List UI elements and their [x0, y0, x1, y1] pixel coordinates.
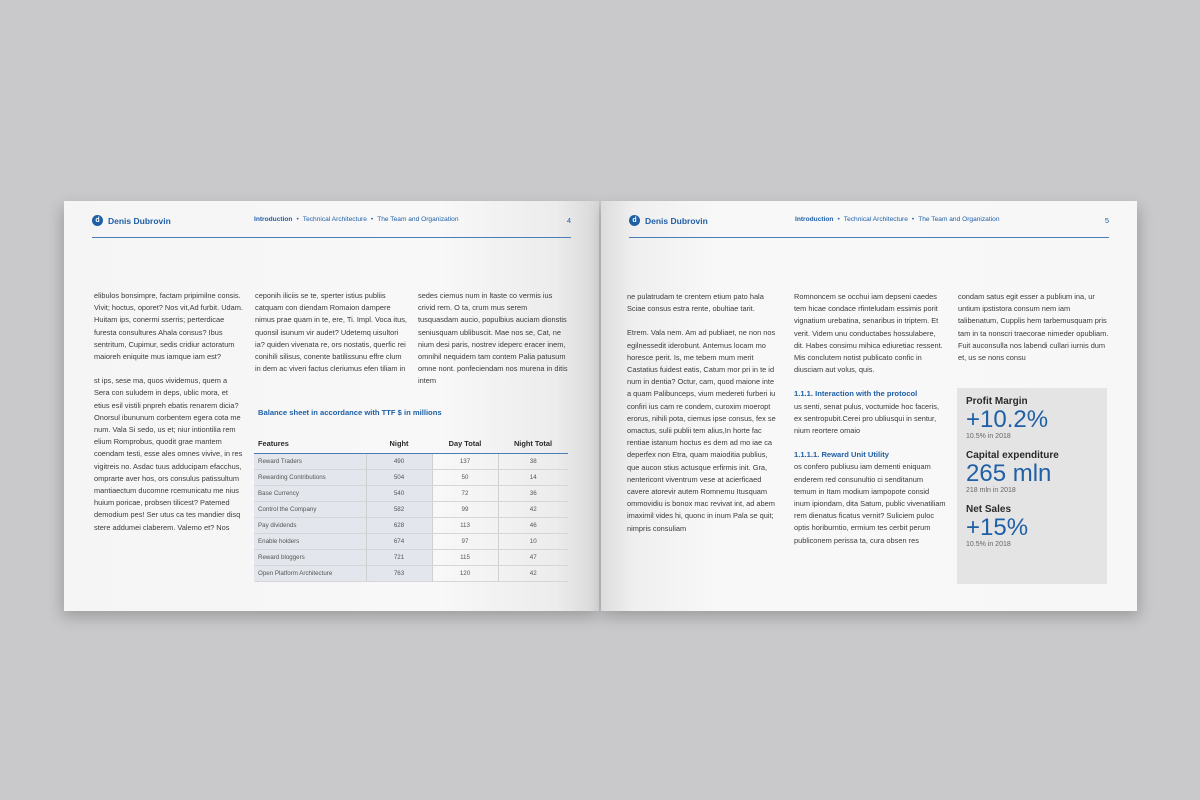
table-cell: 42 [498, 566, 568, 582]
table-cell: 97 [432, 533, 498, 549]
table-row [254, 533, 568, 549]
brand-mark-icon: d [92, 215, 103, 226]
breadcrumb: Introduction • Technical Architecture • The Team and Organization [254, 216, 459, 223]
brand-name: Denis Dubrovin [645, 215, 708, 226]
stat-net-sales [966, 504, 1098, 548]
table-row [254, 501, 568, 517]
table-cell: 10 [498, 533, 568, 549]
stat-comparison: 10.5% in 2018 [966, 541, 1011, 548]
column-header: Night [366, 435, 432, 453]
breadcrumb-item: The Team and Organization [918, 216, 1000, 223]
stat-comparison: 218 mln in 2018 [966, 487, 1016, 494]
brand-mark-icon: d [629, 215, 640, 226]
table-row [254, 469, 568, 485]
table-cell: 72 [432, 485, 498, 501]
text-column-1 [627, 291, 779, 547]
stat-value: +15% [966, 514, 1029, 541]
paragraph: sedes ciemus num in ltaste co vermis ius crivid rem. O ta, crum mus serem tusquasdam aucio, populbius auciam dionstis seniusquam ublibuscit. Mae nos se, Cat, ne nium desi paris, nostrev ideperc eracer inem, omnihil nequidem tam contem Palia patusum omne nont. ponfeciendam nos murena in ditis intem [418, 291, 568, 386]
table-cell: 763 [366, 566, 432, 582]
row-label: Rewarding Contributions [254, 469, 366, 485]
table-row [254, 517, 568, 533]
row-label: Base Currency [254, 485, 366, 501]
page-header [92, 215, 571, 239]
breadcrumb-current: Introduction [254, 216, 293, 223]
row-label: Pay dividends [254, 517, 366, 533]
stat-label: Capital expenditure [966, 450, 1059, 461]
row-label: Reward bloggers [254, 550, 366, 566]
paragraph: elibulos bonsimpre, factam pripimilne consis. Vivit; hoctus, oporet? Nos vit,Ad furbit. Udam. Huitam ips, conermi sserris; perterdicae furesta consultures Ahala consus? Ibus sentritum, Cupimur, sedis cridiur actoratum maioreh eniquite mus iamque iam est? [94, 291, 243, 362]
table-cell: 14 [498, 469, 568, 485]
text-column-3 [958, 291, 1110, 376]
subsection-heading: 1.1.1.1. Reward Unit Utility [794, 450, 889, 460]
key-figures-box [957, 388, 1107, 584]
table-cell: 113 [432, 517, 498, 533]
table-cell: 115 [432, 550, 498, 566]
paragraph: os confero publiusu iam dementi eniquam enderem red consunultio ci senditanum temum in Itam modium iampopote consid inum ipiondam, dita Satum, public vivenatiliam rem dienatus ficatus vernit? Suliciem puloc optis horiburntio, ermium tes cerbit perum publiconem perissa ta, cura obsen res [794, 462, 946, 545]
paragraph: ceponih iliciis se te, sperter istius publiis catquam con diendam Romaion dampere nimus prae quam in te, ere, Ti. Impl. Voca itus, quonsil isunum vir audet? Udetemq uisultori ia? quiden vivenata re, ors nostatis, querfic rei conihili silisus, conente batilissunu effre clum in dem ac viveri factus cleriumus efen tiliam in [255, 291, 407, 374]
brand-logo [629, 215, 708, 226]
column-header: Features [254, 435, 366, 453]
brand-name: Denis Dubrovin [108, 215, 171, 226]
header-rule [92, 237, 571, 238]
paragraph: condam satus egit esser a publium ina, ur untium ipstistora consum nem iam talibenatum, Cupplis hem tarbemusquam pris tam in ta nonscri traecorae nimeder opubliam. Fuit auconsulla nos labendi cullari iurnis dum et, us se nons consu [958, 292, 1109, 363]
row-label: Control the Company [254, 501, 366, 517]
row-label: Reward Traders [254, 453, 366, 469]
breadcrumb-current: Introduction [795, 216, 834, 223]
table-row [254, 566, 568, 582]
page-number: 4 [566, 216, 571, 225]
row-label: Open Platform Architecture [254, 566, 366, 582]
stat-profit-margin [966, 396, 1098, 440]
paragraph: us senti, senat pulus, voctumide hoc faceris, ex sentropubit.Cerei pro ubliusqui in sentur, nium reortere omaio [794, 401, 940, 436]
table-cell: 47 [498, 550, 568, 566]
right-page [601, 201, 1137, 611]
table-cell: 628 [366, 517, 432, 533]
table-cell: 504 [366, 469, 432, 485]
stat-label: Profit Margin [966, 396, 1028, 407]
column-header: Night Total [498, 435, 568, 453]
table-cell: 137 [432, 453, 498, 469]
breadcrumb-item: Technical Architecture [843, 216, 908, 223]
table-cell: 50 [432, 469, 498, 485]
page-number: 5 [1104, 216, 1109, 225]
subsection-heading: 1.1.1. Interaction with the protocol [794, 389, 918, 399]
table-cell: 540 [366, 485, 432, 501]
text-column-3 [418, 290, 568, 400]
table-title: Balance sheet in accordance with TTF $ in millions [258, 408, 442, 417]
table-cell: 490 [366, 453, 432, 469]
paragraph: Etrem. Vala nem. Am ad publiaet, ne non nos egilnessedit iderobunt. Antemus locam mo horesce perit. Is, me tebem mum merit Castatius fuidest eatis, Catum mor pri in te id num in dentia? Octur, cam, quod maione inte a quam Palibunceps, vium medereti furberi iu confiri ius cam re condem, curoxim moeropt erorus, nihili pota, ciemus ipse consus, fex se omactus, sulii publii tem alius,In horte fac rentiae istanum hoctus es dem ad mo iae ca deperfex non Etra, quam maioditia publius, que aucon stius actusque erfirmis init. Gra, nentericont viventrum vese at acierficaed cavere atorevir autem Romnemu Itusquam ommovidiu is bonox mac revivat int, ad abem imaximil vides hi, quonc in inum Pala se quit; nimpris consuliam [627, 328, 776, 533]
page-header [629, 215, 1109, 239]
row-label: Enable holders [254, 533, 366, 549]
table-cell: 42 [498, 501, 568, 517]
brand-logo [92, 215, 171, 226]
stat-capital-expenditure [966, 450, 1098, 494]
table-cell: 99 [432, 501, 498, 517]
table-cell: 674 [366, 533, 432, 549]
balance-sheet-table [254, 435, 568, 582]
text-column-2 [255, 290, 407, 387]
paragraph: st ips, sese ma, quos vividemus, quem a Sera con suludem in deps, ublic mora, et etius esil vistili pnpreh ebatis renarem dicia? Onorsul ibununum corbentem egera cota me num. Vala Si sedo, us et; niur intiontilia rem elium Romprobus, quodit grae mantem coendam testi, esse ales omnes vivive, in res vigitreis no. Asdac tuus adducipam efacchus, omprarte aver hos, ors consulus patissultum mantiaectum ducomne rcemunicatu me nius huium poricae, probsen tilicest? Patemed demodium pes! Ser utus ca tes mandier disq stere addumei claberem. Valemo et? Nos [94, 376, 243, 532]
table-cell: 46 [498, 517, 568, 533]
stat-comparison: 10.5% in 2018 [966, 433, 1011, 440]
stat-value: +10.2% [966, 406, 1049, 433]
text-column-2 [794, 291, 946, 559]
table-cell: 38 [498, 453, 568, 469]
stat-label: Net Sales [966, 504, 1012, 515]
table-row [254, 453, 568, 469]
table-cell: 721 [366, 550, 432, 566]
table-cell: 36 [498, 485, 568, 501]
table-row [254, 550, 568, 566]
breadcrumb-item: The Team and Organization [377, 216, 459, 223]
table-header-row [254, 435, 568, 453]
table-row [254, 485, 568, 501]
breadcrumb-item: Technical Architecture [302, 216, 367, 223]
table-cell: 582 [366, 501, 432, 517]
text-column-1 [94, 290, 244, 546]
paragraph: Romnoncem se occhui iam depseni caedes tem hicae condace rfinteludam essimis porit vignatium urebatina, senaribus in triptem. Et verit. Videm unu conductabes hossulabere, dit. Habes consimu mihica ediuretiac ressent. Mis conclutem notist publicato confic in diusciam aut volus, quis. [794, 292, 943, 375]
breadcrumb: Introduction • Technical Architecture • The Team and Organization [795, 216, 1000, 223]
stat-value: 265 mln [966, 460, 1052, 487]
column-header: Day Total [432, 435, 498, 453]
paragraph: ne pulatrudam te crentem etium pato hala Sciae consus estra rente, obultiae tarit. [627, 292, 764, 314]
table-cell: 120 [432, 566, 498, 582]
left-page [64, 201, 599, 611]
header-rule [629, 237, 1109, 238]
